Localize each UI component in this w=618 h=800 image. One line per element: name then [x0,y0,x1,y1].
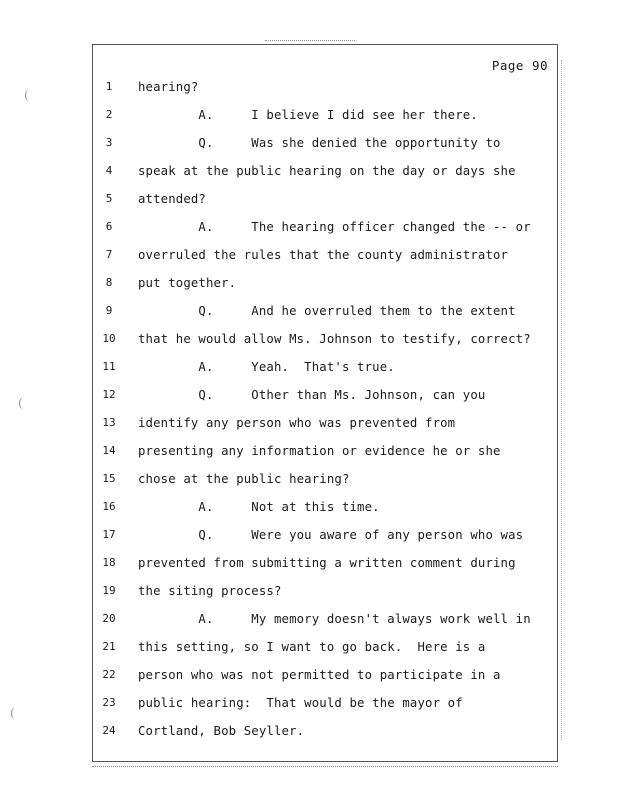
transcript-line [92,521,558,549]
bottom-scan-artifact [92,766,558,769]
transcript-line [92,409,558,437]
transcript-line [92,101,558,129]
line-number: 11 [102,360,116,373]
line-number: 16 [102,500,116,513]
line-text: presenting any information or evidence he or she [138,444,501,458]
transcript-line [92,325,558,353]
line-text: A. I believe I did see her there. [138,108,478,122]
line-number: 7 [105,248,113,261]
line-text: identify any person who was prevented from [138,416,456,430]
line-number: 22 [102,668,116,681]
right-edge-artifact [561,60,563,740]
line-number: 5 [105,192,113,205]
transcript-line [92,381,558,409]
margin-mark: ( [10,706,15,720]
line-number: 2 [105,108,113,121]
transcript-line [92,157,558,185]
line-number: 21 [102,640,116,653]
transcript-line [92,353,558,381]
line-number: 23 [102,696,116,709]
line-text: A. Not at this time. [138,500,380,514]
line-number: 4 [105,164,113,177]
line-number: 24 [102,724,116,737]
line-number: 10 [102,332,116,345]
line-number: 3 [105,136,113,149]
top-scan-artifact [265,40,355,43]
line-text: hearing? [138,80,199,94]
transcript-line [92,605,558,633]
line-number: 20 [102,612,116,625]
transcript-line [92,129,558,157]
line-number: 6 [105,220,113,233]
line-number: 17 [102,528,116,541]
line-text: this setting, so I want to go back. Here is a [138,640,486,654]
line-text: prevented from submitting a written comment during [138,556,516,570]
line-text: overruled the rules that the county administrator [138,248,509,262]
transcript-line [92,241,558,269]
margin-mark: ( [18,396,23,410]
line-number: 9 [105,304,113,317]
line-text: A. Yeah. That's true. [138,360,395,374]
line-text: A. My memory doesn't always work well in [138,612,531,626]
transcript-line [92,465,558,493]
line-text: the siting process? [138,584,282,598]
transcript-body [92,73,558,745]
line-number: 15 [102,472,116,485]
line-text: chose at the public hearing? [138,472,350,486]
line-text: public hearing: That would be the mayor of [138,696,463,710]
margin-mark: ( [24,88,29,102]
page-number: Page 90 [491,58,548,73]
transcript-line [92,689,558,717]
transcript-line [92,185,558,213]
line-number: 14 [102,444,116,457]
transcript-line [92,661,558,689]
line-text: Q. Other than Ms. Johnson, can you [138,388,486,402]
transcript-line [92,549,558,577]
line-text: attended? [138,192,206,206]
line-number: 18 [102,556,116,569]
transcript-line [92,213,558,241]
line-text: that he would allow Ms. Johnson to testify, correct? [138,332,531,346]
line-text: speak at the public hearing on the day or days she [138,164,516,178]
line-text: put together. [138,276,237,290]
line-number: 12 [102,388,116,401]
transcript-line [92,269,558,297]
line-text: A. The hearing officer changed the -- or [138,220,531,234]
line-number: 19 [102,584,116,597]
transcript-line [92,577,558,605]
transcript-line [92,297,558,325]
line-number: 13 [102,416,116,429]
line-text: person who was not permitted to participate in a [138,668,501,682]
transcript-line [92,73,558,101]
line-number: 1 [105,80,113,93]
line-text: Q. And he overruled them to the extent [138,304,516,318]
line-text: Q. Was she denied the opportunity to [138,136,501,150]
transcript-line [92,633,558,661]
line-number: 8 [105,276,113,289]
transcript-line [92,493,558,521]
transcript-line [92,437,558,465]
line-text: Cortland, Bob Seyller. [138,724,305,738]
transcript-line [92,717,558,745]
line-text: Q. Were you aware of any person who was [138,528,524,542]
